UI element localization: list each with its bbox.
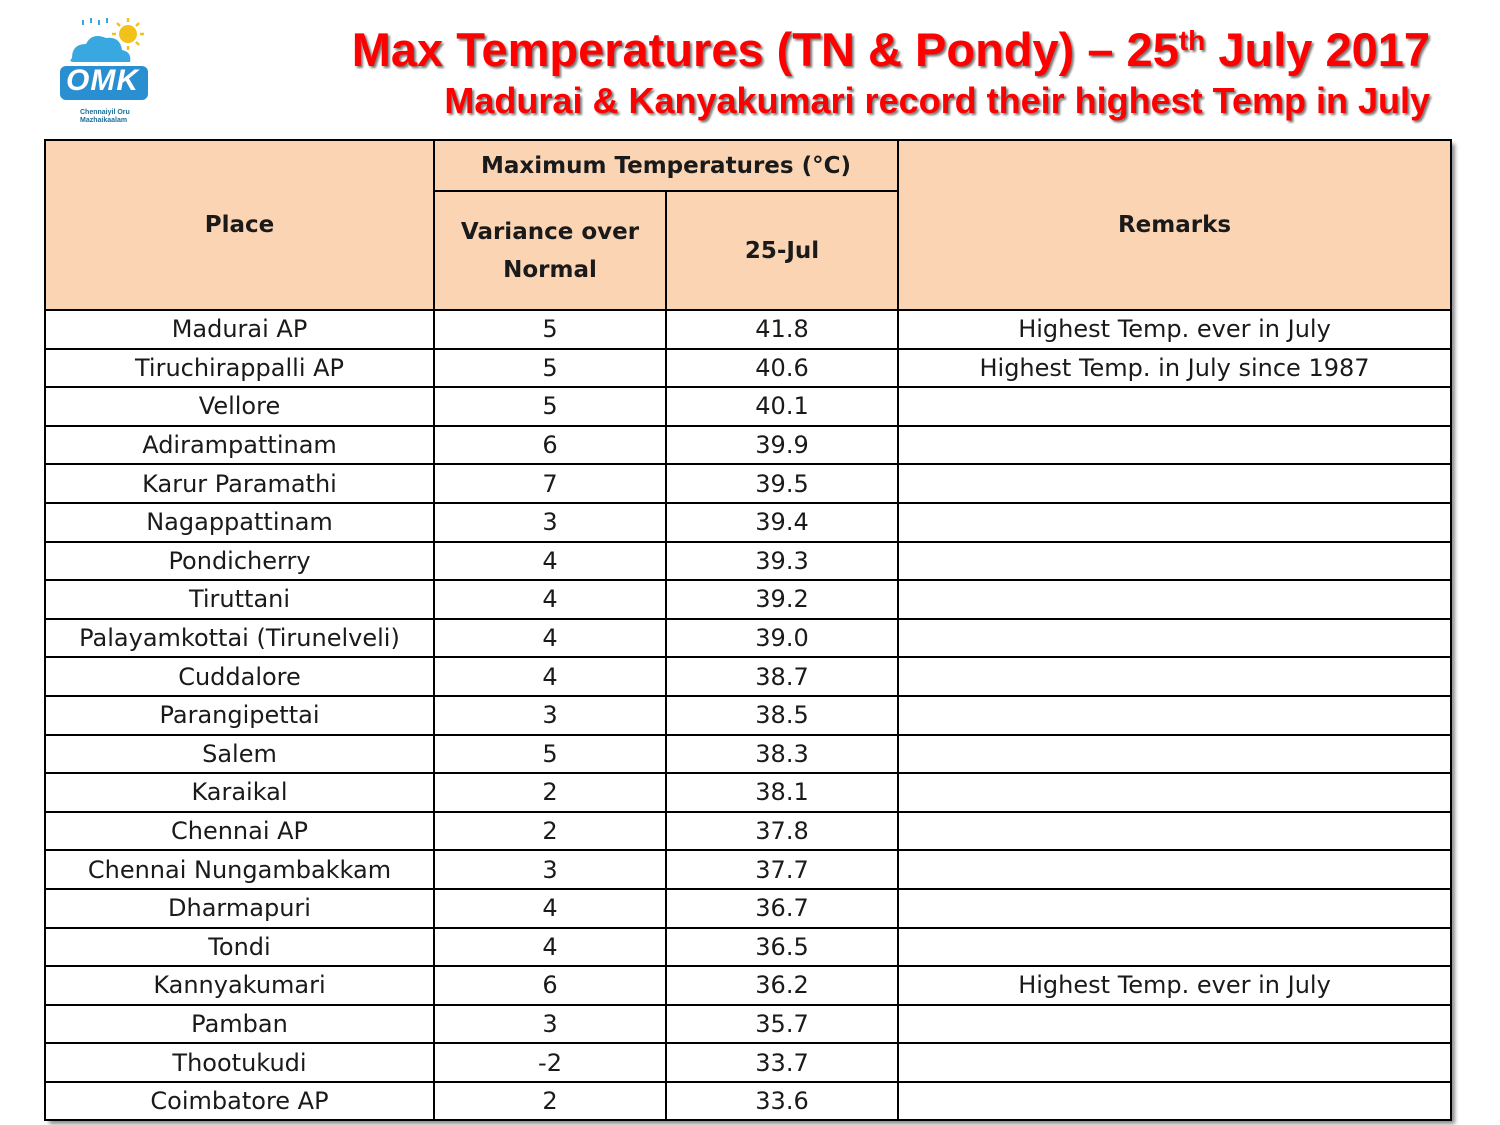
cell-remarks xyxy=(898,773,1451,812)
cell-variance: 6 xyxy=(434,966,666,1005)
cell-place: Palayamkottai (Tirunelveli) xyxy=(45,619,434,658)
cell-place: Kannyakumari xyxy=(45,966,434,1005)
cell-remarks xyxy=(898,696,1451,735)
header-variance-line2: Normal xyxy=(503,256,597,283)
table-row xyxy=(45,735,1451,774)
cell-remarks xyxy=(898,464,1451,503)
cell-remarks xyxy=(898,1005,1451,1044)
table-row xyxy=(45,619,1451,658)
cell-place: Pondicherry xyxy=(45,542,434,581)
table-row xyxy=(45,696,1451,735)
cell-place: Chennai AP xyxy=(45,812,434,851)
cell-temperature: 39.9 xyxy=(666,426,898,465)
cell-place: Pamban xyxy=(45,1005,434,1044)
cell-place: Nagappattinam xyxy=(45,503,434,542)
cell-temperature: 40.6 xyxy=(666,349,898,388)
cell-place: Karur Paramathi xyxy=(45,464,434,503)
cell-temperature: 39.2 xyxy=(666,580,898,619)
table-row xyxy=(45,464,1451,503)
cell-temperature: 39.4 xyxy=(666,503,898,542)
cell-remarks xyxy=(898,580,1451,619)
cell-temperature: 41.8 xyxy=(666,310,898,349)
cell-temperature: 35.7 xyxy=(666,1005,898,1044)
cell-variance: 5 xyxy=(434,310,666,349)
table-row xyxy=(45,542,1451,581)
cell-temperature: 38.5 xyxy=(666,696,898,735)
cell-place: Thootukudi xyxy=(45,1043,434,1082)
header-variance xyxy=(434,191,666,310)
cell-remarks xyxy=(898,503,1451,542)
table-row xyxy=(45,657,1451,696)
cell-variance: 3 xyxy=(434,503,666,542)
table-row xyxy=(45,928,1451,967)
cell-place: Dharmapuri xyxy=(45,889,434,928)
cell-place: Madurai AP xyxy=(45,310,434,349)
cell-remarks: Highest Temp. ever in July xyxy=(898,310,1451,349)
cell-place: Tondi xyxy=(45,928,434,967)
cell-temperature: 40.1 xyxy=(666,387,898,426)
header-remarks: Remarks xyxy=(898,140,1451,310)
table-row xyxy=(45,773,1451,812)
table-row xyxy=(45,349,1451,388)
cell-remarks: Highest Temp. in July since 1987 xyxy=(898,349,1451,388)
cell-remarks xyxy=(898,1043,1451,1082)
cell-temperature: 33.7 xyxy=(666,1043,898,1082)
table-row xyxy=(45,1043,1451,1082)
cell-remarks: Highest Temp. ever in July xyxy=(898,966,1451,1005)
cell-remarks xyxy=(898,426,1451,465)
cell-temperature: 38.1 xyxy=(666,773,898,812)
cell-temperature: 37.8 xyxy=(666,812,898,851)
cell-variance: 4 xyxy=(434,889,666,928)
cell-temperature: 33.6 xyxy=(666,1082,898,1121)
cell-variance: -2 xyxy=(434,1043,666,1082)
cell-variance: 3 xyxy=(434,696,666,735)
cell-remarks xyxy=(898,735,1451,774)
cell-temperature: 36.2 xyxy=(666,966,898,1005)
cell-remarks xyxy=(898,812,1451,851)
table-row xyxy=(45,850,1451,889)
table-row xyxy=(45,580,1451,619)
cell-remarks xyxy=(898,889,1451,928)
cell-place: Parangipettai xyxy=(45,696,434,735)
title-main: Max Temperatures (TN & Pondy) – 25 xyxy=(351,23,1179,76)
header-place: Place xyxy=(45,140,434,310)
table-row xyxy=(45,310,1451,349)
table-row xyxy=(45,1005,1451,1044)
cell-remarks xyxy=(898,1082,1451,1121)
logo-caption: Chennaiyil Oru Mazhaikaalam xyxy=(80,109,130,124)
cell-temperature: 36.5 xyxy=(666,928,898,967)
cell-place: Chennai Nungambakkam xyxy=(45,850,434,889)
cell-variance: 5 xyxy=(434,349,666,388)
cell-variance: 4 xyxy=(434,657,666,696)
cell-variance: 3 xyxy=(434,1005,666,1044)
cell-place: Vellore xyxy=(45,387,434,426)
cell-variance: 4 xyxy=(434,542,666,581)
cell-variance: 2 xyxy=(434,812,666,851)
header-variance-line1: Variance over xyxy=(460,218,640,245)
table-row xyxy=(45,426,1451,465)
cell-temperature: 37.7 xyxy=(666,850,898,889)
logo-text: OMK xyxy=(66,64,139,97)
table-row xyxy=(45,1082,1451,1121)
table-row xyxy=(45,503,1451,542)
cell-remarks xyxy=(898,387,1451,426)
cell-remarks xyxy=(898,928,1451,967)
cell-temperature: 38.7 xyxy=(666,657,898,696)
cell-temperature: 39.0 xyxy=(666,619,898,658)
table-row xyxy=(45,387,1451,426)
cell-place: Karaikal xyxy=(45,773,434,812)
cell-variance: 5 xyxy=(434,735,666,774)
header-max-temperatures: Maximum Temperatures (°C) xyxy=(434,140,898,191)
temperature-table xyxy=(44,139,1452,1121)
omk-logo xyxy=(14,12,154,132)
header-date: 25-Jul xyxy=(666,191,898,310)
title-end: July 2017 xyxy=(1205,23,1430,76)
table-row xyxy=(45,889,1451,928)
cell-remarks xyxy=(898,657,1451,696)
cell-variance: 4 xyxy=(434,580,666,619)
cell-variance: 6 xyxy=(434,426,666,465)
page-title xyxy=(230,22,1430,78)
cell-variance: 2 xyxy=(434,773,666,812)
cell-temperature: 39.3 xyxy=(666,542,898,581)
cell-remarks xyxy=(898,542,1451,581)
cell-place: Adirampattinam xyxy=(45,426,434,465)
cell-variance: 2 xyxy=(434,1082,666,1121)
title-block xyxy=(230,22,1430,124)
cell-remarks xyxy=(898,619,1451,658)
cell-place: Cuddalore xyxy=(45,657,434,696)
cell-remarks xyxy=(898,850,1451,889)
cell-variance: 3 xyxy=(434,850,666,889)
temperature-table-container xyxy=(44,139,1450,1119)
cell-place: Coimbatore AP xyxy=(45,1082,434,1121)
cell-variance: 5 xyxy=(434,387,666,426)
title-superscript: th xyxy=(1178,25,1206,56)
table-body xyxy=(45,310,1451,1120)
cell-place: Tiruchirappalli AP xyxy=(45,349,434,388)
cell-place: Tiruttani xyxy=(45,580,434,619)
table-row xyxy=(45,812,1451,851)
cell-variance: 7 xyxy=(434,464,666,503)
cell-place: Salem xyxy=(45,735,434,774)
cell-temperature: 38.3 xyxy=(666,735,898,774)
cell-variance: 4 xyxy=(434,619,666,658)
page-subtitle: Madurai & Kanyakumari record their highest Temp in July xyxy=(444,80,1430,121)
cell-temperature: 39.5 xyxy=(666,464,898,503)
cell-temperature: 36.7 xyxy=(666,889,898,928)
cell-variance: 4 xyxy=(434,928,666,967)
table-row xyxy=(45,966,1451,1005)
